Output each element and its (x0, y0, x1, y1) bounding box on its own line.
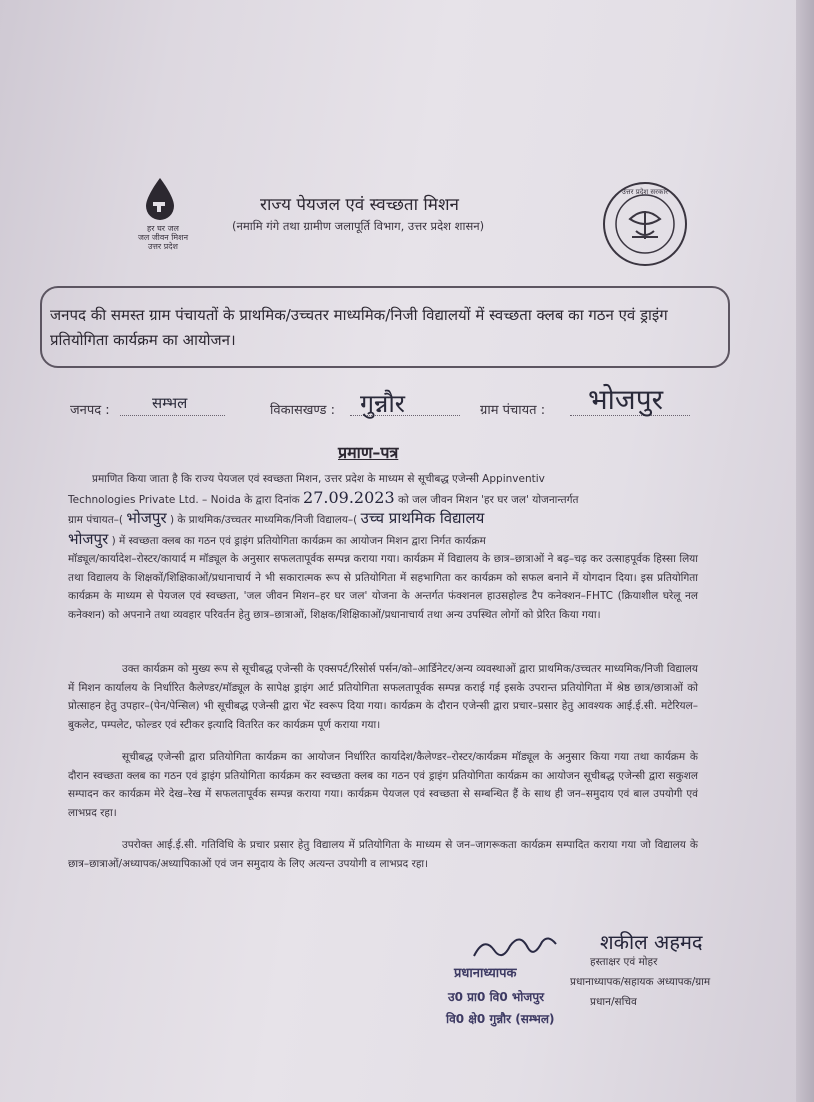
paragraph-2: सूचीबद्ध एजेन्सी द्वारा प्रतियोगिता कार्यक्रम का आयोजन निर्धारित कार्यादेश/कैलेण्डर–रोस्टर/कार्यक्रम मॉड्यूल के अनुसार किया गया तथा कार्यक्रम के दौरान स्वच्छता क्लब का गठन एवं ड्राइंग प्रतियोगिता कार्यक्रम कर स्वच्छता क्लब का गठन एवं ड्राइंग प्रतियोगिता कार्यक्रम का आयोजन सूचीबद्ध एजेन्सी द्वारा सकुशल सम्पादन कर कार्यक्रम मेरे देख–रेख में सफलतापूर्वक सम्पन्न कराया गया। कार्यक्रम पेयजल एवं स्वच्छता से सम्बन्धित हैं के साथ ही जन–समुदाय एवं बाल उपयोगी एवं लाभप्रद रहा। (68, 751, 698, 819)
panchayat-value: भोजपुर (588, 383, 664, 416)
stamp-line-1: प्रधानाध्यापक (454, 966, 517, 981)
district-value: सम्भल (152, 394, 188, 412)
handwritten-date: 27.09.2023 (303, 487, 395, 507)
cert-line-4 (68, 530, 698, 551)
paragraph-3: उपरोक्त आई.ई.सी. गतिविधि के प्रचार प्रसार हेतु विद्यालय में प्रतियोगिता के माध्यम से जन–जागरूकता कार्यक्रम सम्पादित कराया गया जो विद्यालय के छात्र–छात्राओं/अध्यापक/अध्यापिकाओं एवं जन समुदाय के लिए अत्यन्त उपयोगी व लाभप्रद रहा। (68, 839, 698, 870)
signature-line-1: हस्ताक्षर एवं मोहर (590, 956, 658, 968)
paper-edge (796, 0, 814, 1102)
signature-line-3: प्रधान/सचिव (590, 996, 637, 1008)
cert-line-2 (68, 489, 698, 510)
signature-scribble (470, 934, 560, 964)
logo-caption-2: जल जीवन मिशन (137, 233, 189, 242)
cert-line-1: प्रमाणित किया जाता है कि राज्य पेयजल एवं स्वच्छता मिशन, उत्तर प्रदेश के माध्यम से सूचीबद्ध एजेन्सी Appinventiv (92, 473, 545, 485)
cert-line-3-prefix: ग्राम पंचायत–( (68, 514, 124, 526)
handwritten-school-name: उच्च प्राथमिक विद्यालय (360, 509, 485, 527)
logo-caption-3: उत्तर प्रदेश (148, 242, 178, 251)
up-government-emblem (602, 181, 688, 267)
cert-line-2-prefix: Technologies Private Ltd. – Noida के द्वारा दिनांक (68, 493, 300, 506)
district-label: जनपद : (70, 403, 110, 418)
water-drop-icon (142, 176, 178, 222)
document-title: प्रमाण–पत्र (338, 443, 399, 462)
cert-line-2-suffix: को जल जीवन मिशन 'हर घर जल' योजनान्तर्गत (397, 493, 579, 506)
handwritten-gp-name-2: भोजपुर (68, 529, 109, 548)
handwritten-signature-name: शकील अहमद (600, 930, 703, 954)
cert-line-3-mid: ) के प्राथमिक/उच्चतर माध्यमिक/निजी विद्यालय–( (169, 514, 358, 526)
banner-text: जनपद की समस्त ग्राम पंचायतों के प्राथमिक/उच्चतर माध्यमिक/निजी विद्यालयों में स्वच्छता क्लब का गठन एवं ड्राइंग प्रतियोगिता कार्यक्रम का आयोजन। (50, 306, 668, 349)
signature-caption (570, 952, 770, 1012)
block-label: विकासखण्ड : (270, 403, 336, 418)
emblem-text: उत्तर प्रदेश सरकार (621, 188, 669, 196)
district-dots (120, 415, 225, 416)
block-value: गुन्नौर (360, 389, 406, 418)
signature-line-2: प्रधानाध्यापक/सहायक अध्यापक/ग्राम (570, 976, 711, 988)
har-ghar-jal-logo (132, 176, 194, 256)
cert-line-3 (68, 509, 698, 530)
panchayat-label: ग्राम पंचायत : (480, 403, 546, 418)
logo-caption-1: हर घर जल (147, 224, 179, 233)
org-subtitle: (नमामि गंगे तथा ग्रामीण जलापूर्ति विभाग, उत्तर प्रदेश शासन) (232, 219, 485, 233)
handwritten-gp-name: भोजपुर (126, 509, 167, 527)
stamp-line-3: वि0 क्षे0 गुन्नौर (सम्भल) (446, 1012, 555, 1026)
certificate-body (68, 470, 698, 624)
org-title: राज्य पेयजल एवं स्वच्छता मिशन (260, 195, 459, 215)
paragraph-1: उक्त कार्यक्रम को मुख्य रूप से सूचीबद्ध एजेन्सी के एक्सपर्ट/रिसोर्स पर्सन/को–आर्डिनेटर/अन्य व्यवस्थाओं द्वारा प्राथमिक/उच्चतर माध्यमिक/निजी विद्यालय में मिशन कार्यालय के निर्धारित कैलेण्डर/मॉड्यूल के सापेक्ष ड्राइंग आर्ट प्रतियोगिता सफलतापूर्वक सम्पन्न कराई गई इसके उपरान्त प्रतियोगिता में श्रेष्ठ छात्र/छात्राओं को प्रोत्साहन हेतु उपहार–(पेन/पेन्सिल) भी सूचीबद्ध एजेन्सी द्वारा भेंट स्वरूप दिया गया। कार्यक्रम के दौरान एजेन्सी द्वारा प्रचार–प्रसार हेतु आवश्यक आई.ई.सी. मटेरियल–बुकलेट, पम्पलेट, फोल्डर एवं स्टीकर इत्यादि वितरित कर कार्यक्रम पूर्ण कराया गया। (68, 663, 698, 731)
cert-line-4-rest: ) में स्वच्छता क्लब का गठन एवं ड्राइंग प्रतियोगिता कार्यक्रम का आयोजन मिशन द्वारा निर्गत कार्यक्रम (111, 534, 486, 547)
cert-rest: मॉड्यूल/कार्यादेश–रोस्टर/कायार्द म मॉड्यूल के अनुसार सफलतापूर्वक सम्पन्न कराया गया। कार्यक्रम में विद्यालय के छात्र–छात्राओं ने बढ़–चढ़ कर उत्साहपूर्वक हिस्सा लिया तथा विद्यालय के शिक्षकों/शिक्षिकाओं/प्रधानाचार्य ने भी सकारात्मक रूप से प्रतियोगिता में सहभागिता कर कार्यक्रम को सफल बनाने में योगदान दिया। इस प्रतियोगिता कार्यक्रम के माध्यम से पेयजल एवं स्वच्छता, 'जल जीवन मिशन–हर घर जल' योजना के अन्तर्गत फंक्शनल हाउसहोल्ड टैप कनेक्शन–FHTC (क्रियाशील घरेलू नल कनेक्शन) को अपनाने तथा व्यवहार परिवर्तन हेतु छात्र–छात्राओं, शिक्षक/शिक्षिकाओं/प्रधानाचार्य तथा अन्य उपस्थित लोगों को प्रेरित किया गया। (68, 553, 698, 621)
stamp-line-2: उ0 प्रा0 वि0 भोजपुर (448, 990, 545, 1004)
